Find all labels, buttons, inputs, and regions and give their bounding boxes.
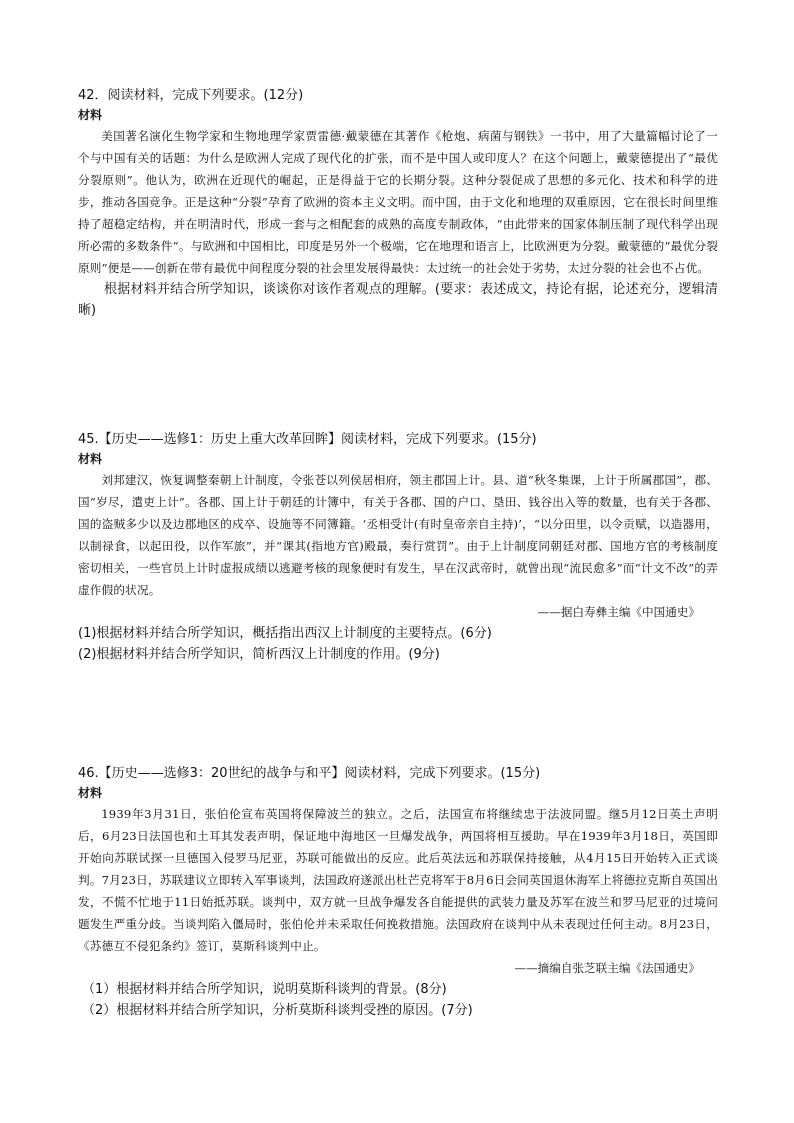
sub-question-1: (1)根据材料并结合所学知识，概括指出西汉上计制度的主要特点。(6分) (78, 626, 492, 641)
question-46 (78, 764, 718, 1021)
material-source: ——据白寿彝主编《中国通史》 (537, 605, 700, 619)
material-text: 1939年3月31日，张伯伦宣布英国将保障波兰的独立。之后，法国宣布将继续忠于法波同盟。继5月12日英土声明后，6月23日法国也和土耳其发表声明，保证地中海地区一旦爆发战争，两国将相互援助。早在1939年3月18日，英国即开始向苏联试探一旦德国入侵罗马尼亚，苏联可能做出的反应。此后英法远和苏联保持接触，从4月15日开始转入正式谈判。7月23日，苏联建议立即转入军事谈判，法国政府遂派出杜芒克将军于8月6日会同英国退休海军上将德拉克斯自英国出发，不慌不忙地于11日始抵苏联。谈判中，双方就一旦战争爆发各自能提供的武装力量及苏军在波兰和罗马尼亚的过境问题发生严重分歧。当谈判陷入僵局时，张伯伦并未采取任何挽救措施。法国政府在谈判中从未表现过任何主动。8月23日，《苏德互不侵犯条约》签订，莫斯科谈判中止。 (78, 807, 718, 953)
question-title: 42．阅读材料，完成下列要求。(12分) (78, 88, 304, 103)
material-label: 材料 (78, 108, 103, 122)
material-label: 材料 (78, 786, 103, 800)
question-45 (78, 430, 718, 665)
sub-question-2: （2）根据材料并结合所学知识，分析莫斯科谈判受挫的原因。(7分) (82, 1003, 473, 1018)
question-42 (78, 86, 718, 321)
material-text: 刘邦建汉，恢复调整秦朝上计制度，令张苍以列侯居相府，领主郡国上计。县、道“秋冬集课，上计于所属郡国”，郡、国“岁尽，遣吏上计”。各郡、国上计于朝廷的计簿中，有关于各郡、国的户口、垦田、钱谷出入等的数量，也有关于各郡、国的盗贼多少以及边郡地区的戍卒、设施等不同簿籍。‘丞相受计(有时皇帝亲自主持)’，“以分田里，以令贡赋，以造器用，以制禄食，以起田役，以作军旅”，并“课其(指地方官)殿最，奏行赏罚”。由于上计制度同朝廷对郡、国地方官的考核制度密切相关，一些官员上计时虚报成绩以逃避考核的现象便时有发生，早在汉武帝时，就曾出现“流民愈多”而“计文不改”的弄虚作假的状况。 (78, 473, 718, 597)
sub-question-1: （1）根据材料并结合所学知识，说明莫斯科谈判的背景。(8分) (82, 982, 447, 997)
question-prompt: 根据材料并结合所学知识，谈谈你对该作者观点的理解。(要求：表述成文，持论有据，论述充分，逻辑清晰) (78, 282, 718, 318)
material-label: 材料 (78, 452, 103, 466)
material-source: ——摘编自张芝联主编《法国通史》 (514, 961, 700, 975)
question-title: 46.【历史——选修3：20世纪的战争与和平】阅读材料，完成下列要求。(15分) (78, 766, 541, 781)
sub-question-2: (2)根据材料并结合所学知识，简析西汉上计制度的作用。(9分) (78, 647, 440, 662)
question-title: 45.【历史——选修1：历史上重大改革回眸】阅读材料，完成下列要求。(15分) (78, 432, 537, 447)
material-text: 美国著名演化生物学家和生物地理学家贾雷德·戴蒙德在其著作《枪炮、病菌与钢铁》一书中，用了大量篇幅讨论了一个与中国有关的话题：为什么是欧洲人完成了现代化的扩张，而不是中国人或印度人？在这个问题上，戴蒙德提出了“最优分裂原则”。他认为，欧洲在近现代的崛起，正是得益于它的长期分裂。这种分裂促成了思想的多元化、技术和科学的进步，推动各国竞争。正是这种“分裂”孕育了欧洲的资本主义文明。而中国，由于文化和地理的双重原因，它在很长时间里维持了超稳定结构，并在明清时代，形成一套与之相配套的成熟的高度专制政体，“由此带来的国家体制压制了现代科学出现所必需的多数条件”。与欧洲和中国相比，印度是另外一个极端，它在地理和语言上，比欧洲更为分裂。戴蒙德的“最优分裂原则”便是——创新在带有最优中间程度分裂的社会里发展得最快：太过统一的社会处于劣势，太过分裂的社会也不占优。 (78, 129, 718, 275)
